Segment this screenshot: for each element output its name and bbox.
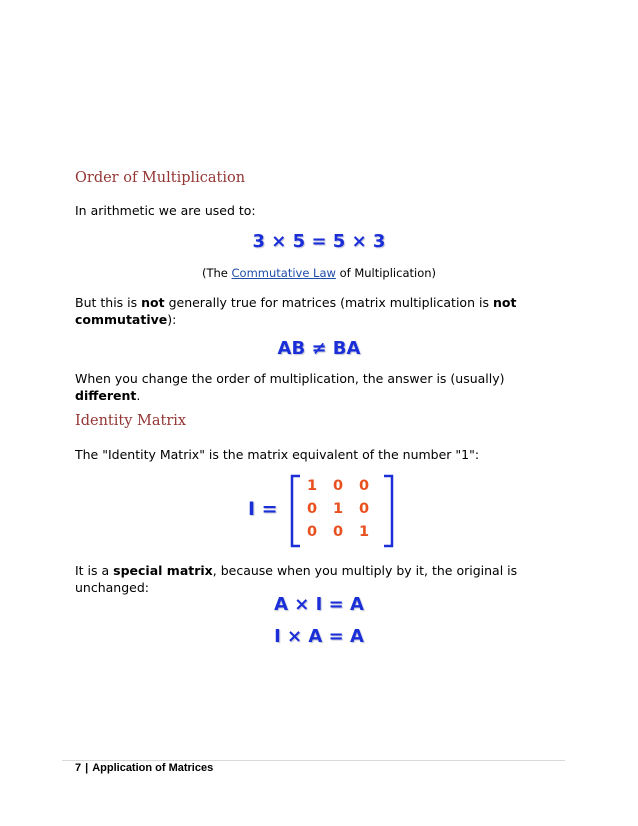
commutative-law-caption: [0, 266, 638, 280]
caption-prefix: (The: [201, 266, 232, 280]
matrix-cell: 1: [358, 524, 370, 540]
text-run: , because when you multiply by it, the original is unchanged:: [75, 563, 518, 595]
matrix-cell: 0: [332, 478, 344, 494]
matrix-cell: 0: [306, 501, 318, 517]
text-run: When you change the order of multiplication, the answer is (usually): [75, 371, 505, 386]
matrix-grid: [297, 478, 387, 546]
emphasis-not: not: [141, 295, 165, 310]
heading-identity-matrix: Identity Matrix: [75, 413, 187, 429]
text-run: .: [136, 388, 141, 403]
caption-suffix: of Multiplication): [335, 266, 437, 280]
footer-divider: [62, 760, 565, 761]
text-run: It is a: [75, 563, 114, 578]
text-run: generally true for matrices (matrix multiplication is: [164, 295, 493, 310]
matrix-cell: 0: [358, 501, 370, 517]
paragraph-order-change: [75, 370, 565, 404]
page-footer: [75, 762, 213, 774]
text-run: But this is: [75, 295, 142, 310]
matrix-cell: 1: [306, 478, 318, 494]
footer-title: Application of Matrices: [92, 762, 214, 774]
equation-commutative-arithmetic: 3 × 5 = 5 × 3: [252, 231, 386, 252]
paragraph-not-commutative: [75, 294, 565, 328]
paragraph-special-matrix: [75, 562, 565, 596]
identity-matrix-label: I =: [248, 498, 278, 520]
page-number: 7: [75, 762, 82, 774]
equation-ab-not-equal-ba: AB ≠ BA: [277, 338, 361, 359]
commutative-law-link[interactable]: Commutative Law: [231, 266, 336, 280]
emphasis-commutative: commutative: [75, 312, 168, 327]
matrix-cell: 1: [332, 501, 344, 517]
footer-separator: |: [85, 762, 89, 774]
matrix-cell: 0: [332, 524, 344, 540]
emphasis-not: not: [492, 295, 517, 310]
emphasis-different: different: [75, 388, 137, 403]
text-run: ):: [167, 312, 177, 327]
matrix-cell: 0: [306, 524, 318, 540]
matrix-cell: 0: [358, 478, 370, 494]
equation-i-times-a: I × A = A: [274, 626, 364, 647]
equation-a-times-i: A × I = A: [274, 594, 364, 615]
identity-matrix-figure: [248, 474, 398, 548]
paragraph-arithmetic-intro: In arithmetic we are used to:: [75, 203, 256, 218]
heading-order-of-multiplication: Order of Multiplication: [75, 170, 246, 186]
emphasis-special-matrix: special matrix: [113, 563, 213, 578]
paragraph-identity-intro: The "Identity Matrix" is the matrix equivalent of the number "1":: [75, 447, 480, 462]
